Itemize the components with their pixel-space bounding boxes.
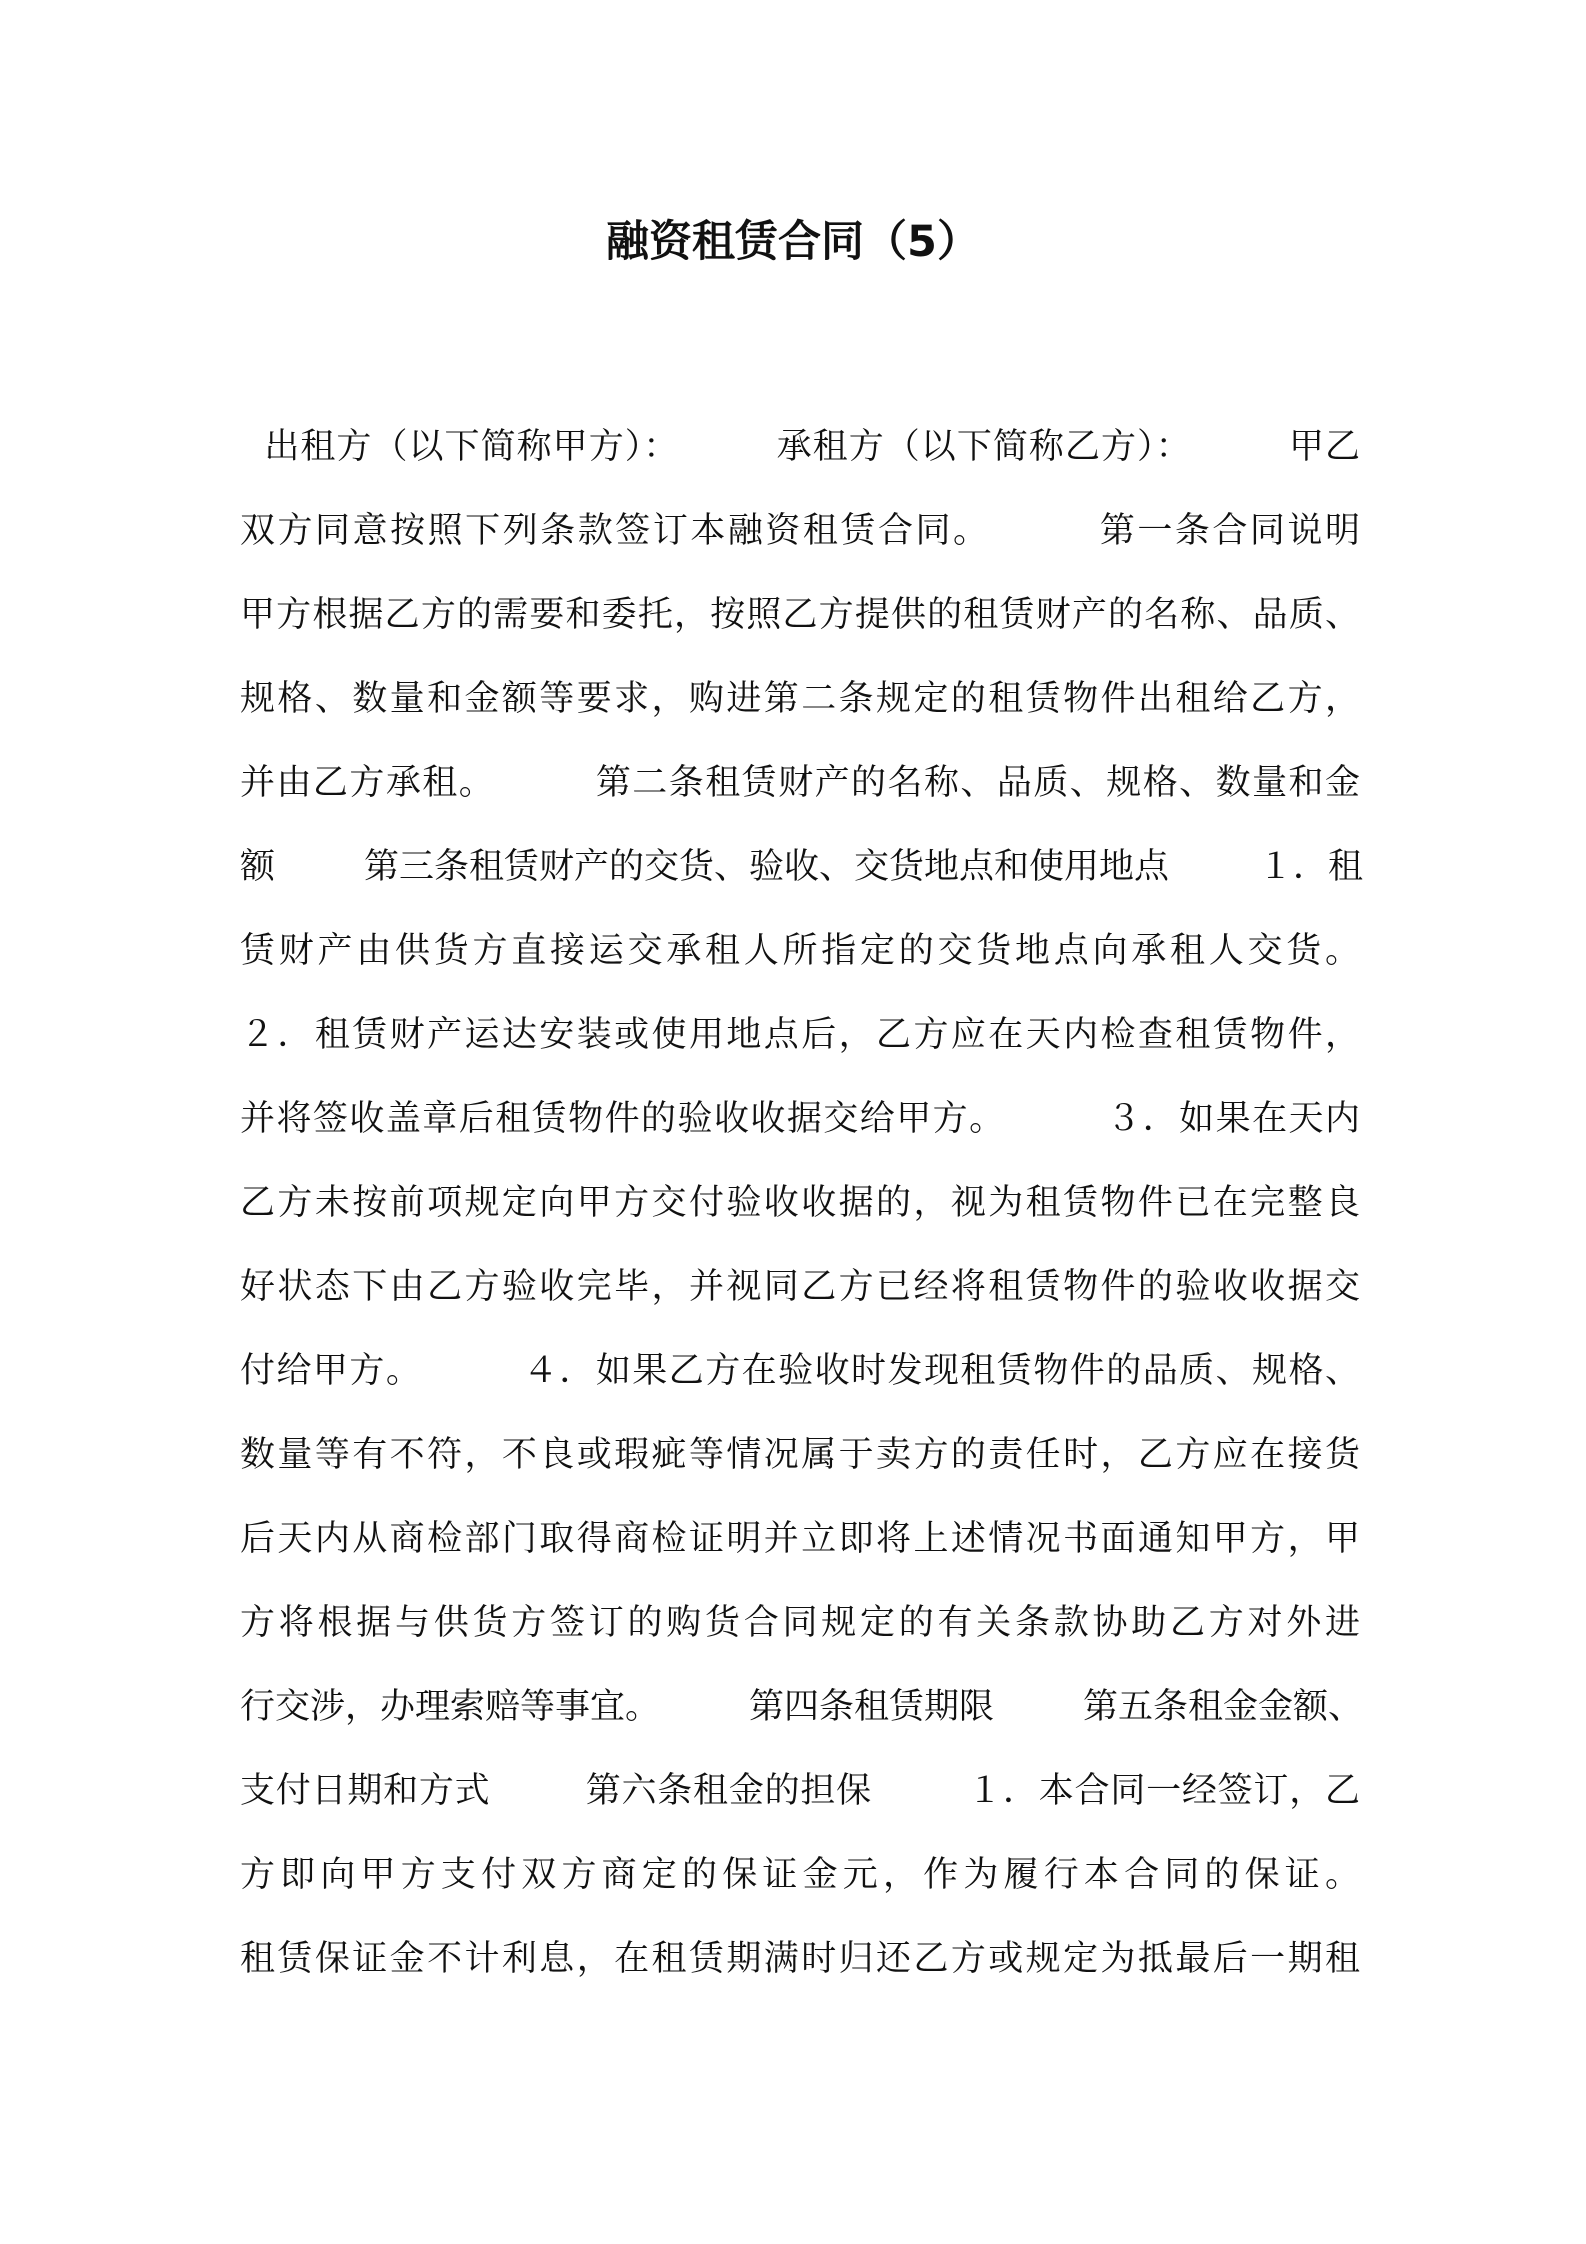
- body-line: 行交涉，办理索赔等事宜。 第四条租赁期限 第五条租金金额、: [240, 1687, 1364, 1727]
- document-title: 融资租赁合同（5）: [606, 217, 980, 267]
- body-line: 后天内从商检部门取得商检证明并立即将上述情况书面通知甲方，甲: [240, 1519, 1360, 1559]
- body-line: 好状态下由乙方验收完毕，并视同乙方已经将租赁物件的验收收据交: [240, 1267, 1360, 1307]
- body-line: 额 第三条租赁财产的交货、验收、交货地点和使用地点 １．租: [240, 847, 1364, 887]
- body-line: 规格、数量和金额等要求，购进第二条规定的租赁物件出租给乙方，: [240, 679, 1360, 719]
- body-line: 方即向甲方支付双方商定的保证金元，作为履行本合同的保证。: [240, 1855, 1360, 1895]
- body-line: 出租方（以下简称甲方）： 承租方（以下简称乙方）： 甲乙: [240, 427, 1360, 467]
- body-line: 乙方未按前项规定向甲方交付验收收据的，视为租赁物件已在完整良: [240, 1183, 1360, 1223]
- body-line: 租赁保证金不计利息，在租赁期满时归还乙方或规定为抵最后一期租: [240, 1939, 1360, 1979]
- body-line: 甲方根据乙方的需要和委托，按照乙方提供的租赁财产的名称、品质、: [240, 595, 1360, 635]
- body-line: 支付日期和方式 第六条租金的担保 １．本合同一经签订，乙: [240, 1771, 1360, 1811]
- body-line: 赁财产由供货方直接运交承租人所指定的交货地点向承租人交货。: [240, 931, 1360, 971]
- body-line: 数量等有不符，不良或瑕疵等情况属于卖方的责任时，乙方应在接货: [240, 1435, 1360, 1475]
- body-line: 方将根据与供货方签订的购货合同规定的有关条款协助乙方对外进: [240, 1603, 1360, 1643]
- body-line: 双方同意按照下列条款签订本融资租赁合同。 第一条合同说明: [240, 511, 1360, 551]
- body-line: 并将签收盖章后租赁物件的验收收据交给甲方。 ３．如果在天内: [240, 1099, 1360, 1139]
- body-line: ２．租赁财产运达安装或使用地点后，乙方应在天内检查租赁物件，: [240, 1015, 1360, 1055]
- body-line: 并由乙方承租。 第二条租赁财产的名称、品质、规格、数量和金: [240, 763, 1360, 803]
- body-line: 付给甲方。 ４．如果乙方在验收时发现租赁物件的品质、规格、: [240, 1351, 1360, 1391]
- document-body: [240, 405, 1364, 2001]
